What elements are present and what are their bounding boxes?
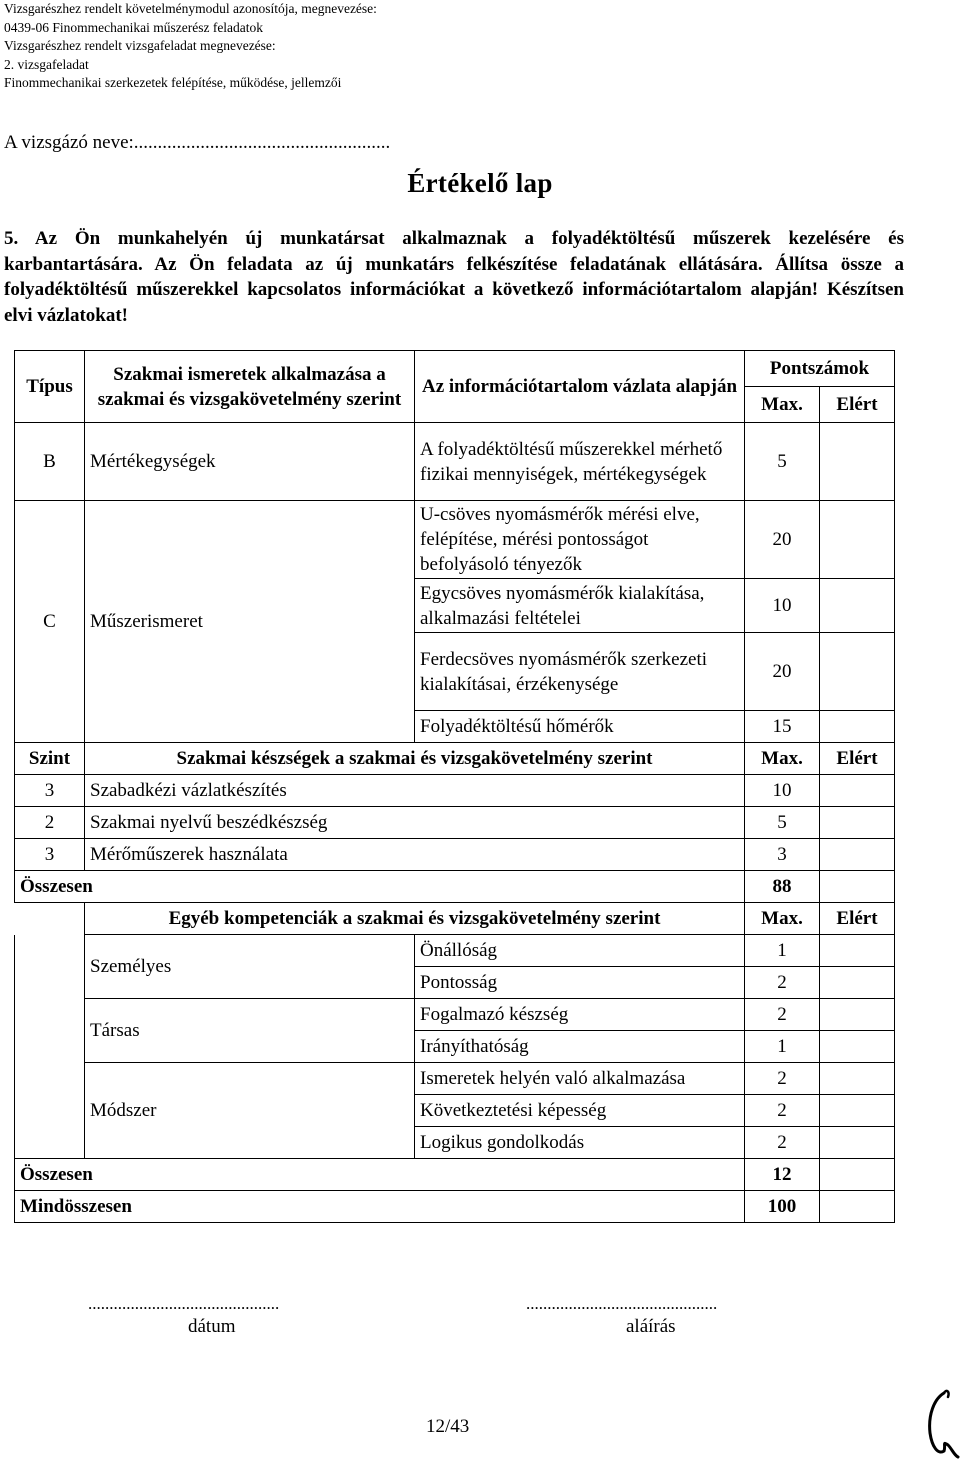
skill-max: 3 [745, 839, 820, 871]
date-label: dátum [188, 1316, 236, 1337]
row-type: B [15, 423, 85, 501]
row-info: Ferdecsöves nyomásmérők szerkezeti kialakításai, érzékenysége [415, 633, 745, 711]
signature-dots: ............................................. [526, 1294, 718, 1313]
group-name: Módszer [85, 1063, 415, 1159]
header-got: Elért [820, 903, 895, 935]
row-got [820, 711, 895, 743]
competence-got [820, 1127, 895, 1159]
row-topic: Műszerismeret [85, 501, 415, 743]
row-info: A folyadéktöltésű műszerekkel mérhető fizikai mennyiségek, mértékegységek [415, 423, 745, 501]
competence-label: Fogalmazó készség [415, 999, 745, 1031]
header-info: Az információtartalom vázlata alapján [415, 351, 745, 423]
header-line-4: 2. vizsgafeladat [4, 56, 89, 72]
row-info: Egycsöves nyomásmérők kialakítása, alkalmazási feltételei [415, 579, 745, 633]
row-type: C [15, 501, 85, 743]
competence-max: 1 [745, 935, 820, 967]
subtotal-got [820, 1159, 895, 1191]
header-max: Max. [745, 387, 820, 423]
row-info: U-csöves nyomásmérők mérési elve, felépítése, mérési pontosságot befolyásoló tényezők [415, 501, 745, 579]
header-points: Pontszámok [745, 351, 895, 387]
subtotal-value: 88 [745, 871, 820, 903]
signature-label: aláírás [626, 1316, 676, 1337]
competence-max: 2 [745, 999, 820, 1031]
competence-label: Következtetési képesség [415, 1095, 745, 1127]
skill-name: Mérőműszerek használata [85, 839, 745, 871]
skill-level: 3 [15, 775, 85, 807]
header-got: Elért [820, 743, 895, 775]
row-got [820, 579, 895, 633]
candidate-name-line: A vizsgázó neve:...................................................... [4, 132, 391, 153]
subtotal-label: Összesen [15, 1159, 745, 1191]
row-got [820, 423, 895, 501]
competence-got [820, 1031, 895, 1063]
header-level: Szint [15, 743, 85, 775]
skill-max: 5 [745, 807, 820, 839]
skill-max: 10 [745, 775, 820, 807]
header-type: Típus [15, 351, 85, 423]
date-dots: ............................................. [88, 1294, 280, 1313]
competence-got [820, 1063, 895, 1095]
skill-level: 3 [15, 839, 85, 871]
competence-max: 1 [745, 1031, 820, 1063]
competence-label: Logikus gondolkodás [415, 1127, 745, 1159]
header-got: Elért [820, 387, 895, 423]
competence-max: 2 [745, 967, 820, 999]
blank-cell [15, 903, 85, 935]
header-knowledge: Szakmai ismeretek alkalmazása a szakmai és vizsgakövetelmény szerint [85, 351, 415, 423]
subtotal-label: Összesen [15, 871, 745, 903]
skill-level: 2 [15, 807, 85, 839]
subtotal-value: 12 [745, 1159, 820, 1191]
header-line-2: 0439-06 Finommechanikai műszerész feladatok [4, 19, 264, 35]
group-name: Személyes [85, 935, 415, 999]
row-got [820, 633, 895, 711]
handwritten-signature [922, 1385, 960, 1460]
group-name: Társas [85, 999, 415, 1063]
row-max: 5 [745, 423, 820, 501]
header-other: Egyéb kompetenciák a szakmai és vizsgakövetelmény szerint [85, 903, 745, 935]
skill-got [820, 807, 895, 839]
competence-label: Ismeretek helyén való alkalmazása [415, 1063, 745, 1095]
competence-label: Önállóság [415, 935, 745, 967]
row-max: 20 [745, 501, 820, 579]
skill-name: Szakmai nyelvű beszédkészség [85, 807, 745, 839]
row-max: 20 [745, 633, 820, 711]
skill-got [820, 775, 895, 807]
row-topic: Mértékegységek [85, 423, 415, 501]
task-description: 5. Az Ön munkahelyén új munkatársat alkalmaznak a folyadéktöltésű műszerek kezelésére és karbantartására. Az Ön feladata az új munkatárs felkészítése feladatának ellátására. Állítsa össze a folyadéktöltésű műszerekkel kapcsolatos információkat a következő információtartalom alapján! Készítsen elvi vázlatokat! [4, 228, 904, 326]
subtotal-got [820, 871, 895, 903]
competence-got [820, 1095, 895, 1127]
skill-got [820, 839, 895, 871]
blank-cell [15, 935, 85, 1159]
competence-got [820, 967, 895, 999]
evaluation-table [14, 350, 895, 1223]
competence-got [820, 935, 895, 967]
total-got [820, 1191, 895, 1223]
competence-max: 2 [745, 1063, 820, 1095]
header-skills: Szakmai készségek a szakmai és vizsgakövetelmény szerint [85, 743, 745, 775]
header-line-5: Finommechanikai szerkezetek felépítése, működése, jellemzői [4, 75, 342, 90]
competence-label: Pontosság [415, 967, 745, 999]
row-info: Folyadéktöltésű hőmérők [415, 711, 745, 743]
page-header [4, 0, 377, 93]
header-line-1: Vizsgarészhez rendelt követelménymodul azonosítója, megnevezése: [4, 1, 377, 16]
row-got [820, 501, 895, 579]
header-line-3: Vizsgarészhez rendelt vizsgafeladat megnevezése: [4, 38, 276, 53]
header-max: Max. [745, 903, 820, 935]
skill-name: Szabadkézi vázlatkészítés [85, 775, 745, 807]
row-max: 10 [745, 579, 820, 633]
competence-got [820, 999, 895, 1031]
page-title: Értékelő lap [407, 168, 553, 198]
competence-label: Irányíthatóság [415, 1031, 745, 1063]
header-max: Max. [745, 743, 820, 775]
competence-max: 2 [745, 1095, 820, 1127]
row-max: 15 [745, 711, 820, 743]
competence-max: 2 [745, 1127, 820, 1159]
total-label: Mindösszesen [15, 1191, 745, 1223]
total-value: 100 [745, 1191, 820, 1223]
page-number: 12/43 [426, 1416, 470, 1437]
